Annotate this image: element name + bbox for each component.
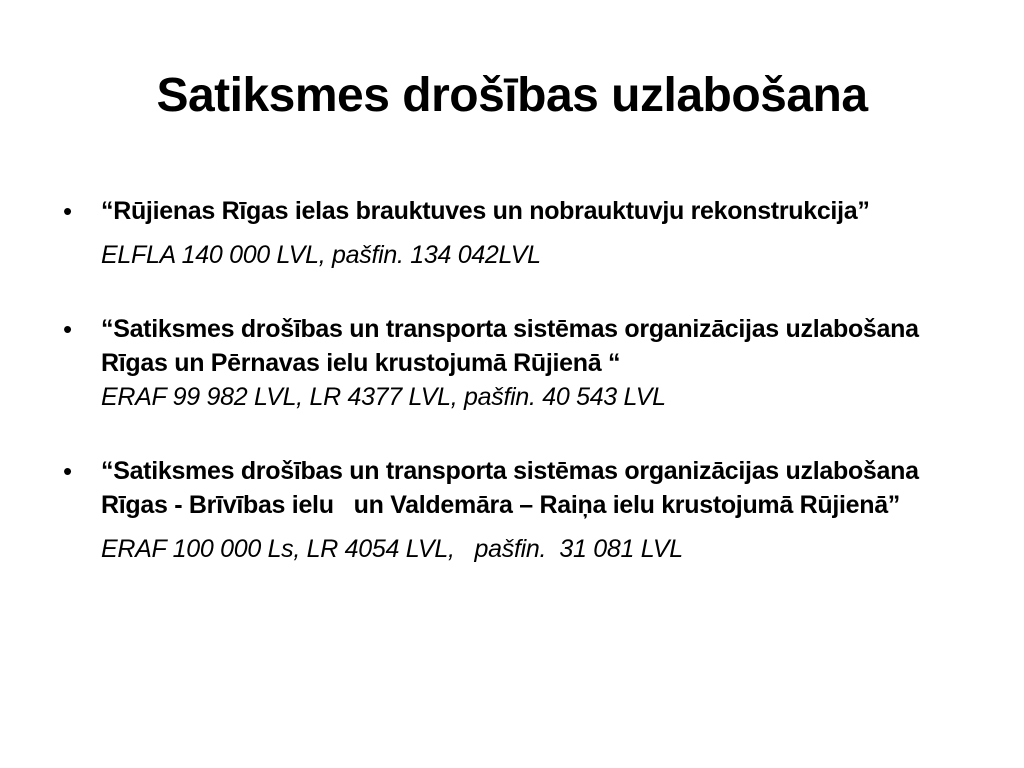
- list-item: [63, 454, 963, 566]
- project-funding: ERAF 99 982 LVL, LR 4377 LVL, pašfin. 40 543 LVL: [101, 383, 666, 411]
- bullet-icon: •: [63, 456, 73, 486]
- project-funding: ERAF 100 000 Ls, LR 4054 LVL, pašfin. 31 081 LVL: [101, 535, 683, 563]
- project-title: “Satiksmes drošības un transporta sistēmas organizācijas uzlabošana Rīgas - Brīvības ielu un Valdemāra – Raiņa ielu krustojumā Rūjienā”: [101, 457, 926, 519]
- list-item: [63, 312, 963, 414]
- slide-title: Satiksmes drošības uzlabošana: [156, 69, 868, 122]
- list-item: [63, 194, 963, 272]
- project-funding: ELFLA 140 000 LVL, pašfin. 134 042LVL: [101, 241, 541, 269]
- project-title: “Satiksmes drošības un transporta sistēmas organizācijas uzlabošana Rīgas un Pērnavas ielu krustojumā Rūjienā “: [101, 315, 926, 377]
- bullet-icon: •: [63, 196, 73, 226]
- bullet-icon: •: [63, 314, 73, 344]
- bullet-list: [63, 194, 963, 566]
- project-title: “Rūjienas Rīgas ielas brauktuves un nobrauktuvju rekonstrukcija”: [101, 197, 870, 225]
